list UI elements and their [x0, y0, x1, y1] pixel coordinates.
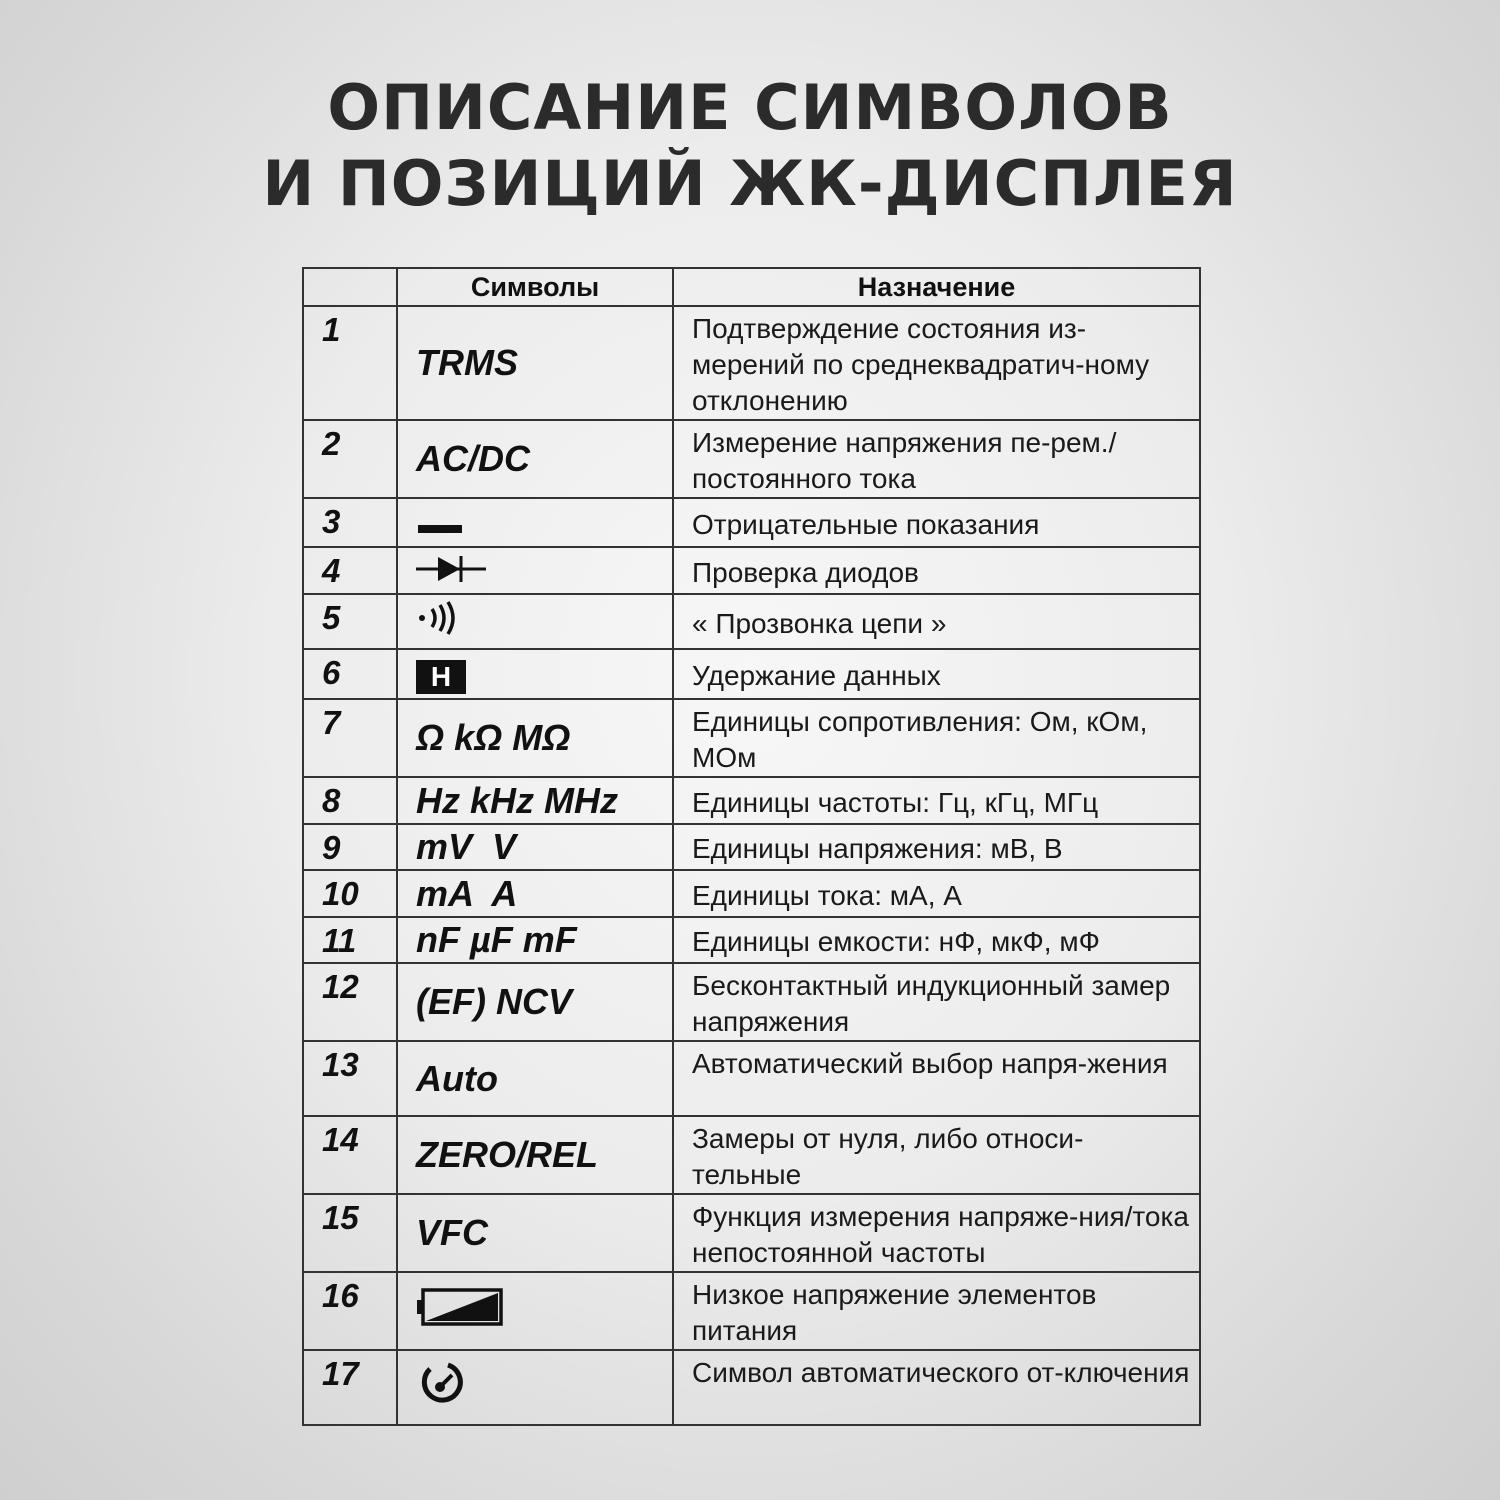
row-description: Измерение напряжения пе-рем./постоянного тока: [673, 420, 1200, 498]
header-symbols: Символы: [397, 268, 673, 306]
row-number: 8: [303, 777, 397, 824]
row-number: 9: [303, 824, 397, 870]
row-description: Единицы тока: мА, А: [673, 870, 1200, 917]
table-row: [303, 963, 1200, 1041]
row-number: 6: [303, 649, 397, 699]
table-row: [303, 1116, 1200, 1194]
table-row: [303, 420, 1200, 498]
row-description: « Прозвонка цепи »: [673, 594, 1200, 649]
table-row: [303, 777, 1200, 824]
row-description: Единицы сопротивления: Ом, кОм, МОм: [673, 699, 1200, 777]
row-number: 1: [303, 306, 397, 420]
row-symbol: (EF) NCV: [397, 963, 673, 1041]
row-description: Единицы емкости: нФ, мкФ, мФ: [673, 917, 1200, 963]
row-description: Функция измерения напряже-ния/тока непостоянной частоты: [673, 1194, 1200, 1272]
row-symbol: nF µF mF: [397, 917, 673, 963]
row-symbol: Hz kHz MHz: [397, 777, 673, 824]
table-row: [303, 870, 1200, 917]
auto-power-off-icon: [416, 1359, 470, 1416]
row-symbol: TRMS: [397, 306, 673, 420]
diode-icon: [416, 551, 488, 593]
header-number: [303, 268, 397, 306]
row-number: 2: [303, 420, 397, 498]
table-row: [303, 547, 1200, 594]
minus-bar-icon: [416, 503, 466, 545]
row-description: Единицы напряжения: мВ, В: [673, 824, 1200, 870]
row-description: Единицы частоты: Гц, кГц, МГц: [673, 777, 1200, 824]
low-battery-icon: [416, 1286, 506, 1337]
row-number: 11: [303, 917, 397, 963]
table-row: [303, 1272, 1200, 1350]
row-symbol: ZERO/REL: [397, 1116, 673, 1194]
row-number: 5: [303, 594, 397, 649]
table-row: [303, 699, 1200, 777]
row-number: 15: [303, 1194, 397, 1272]
row-description: Отрицательные показания: [673, 498, 1200, 547]
row-number: 17: [303, 1350, 397, 1425]
row-number: 16: [303, 1272, 397, 1350]
row-number: 7: [303, 699, 397, 777]
table-row: [303, 498, 1200, 547]
row-symbol: VFC: [397, 1194, 673, 1272]
table-row: [303, 1350, 1200, 1425]
continuity-sound-icon: [416, 601, 466, 644]
table-row: [303, 1041, 1200, 1116]
row-symbol: Ω kΩ MΩ: [397, 699, 673, 777]
row-number: 4: [303, 547, 397, 594]
row-description: Автоматический выбор напря-жения: [673, 1041, 1200, 1116]
title-line-1: ОПИСАНИЕ СИМВОЛОВ: [327, 71, 1173, 144]
page-title: [0, 70, 1500, 222]
table-row: [303, 917, 1200, 963]
row-description: Бесконтактный индукционный замер напряжения: [673, 963, 1200, 1041]
row-symbol: mA A: [397, 870, 673, 917]
symbols-table: [302, 267, 1201, 1426]
table-header-row: [303, 268, 1200, 306]
row-number: 3: [303, 498, 397, 547]
row-number: 12: [303, 963, 397, 1041]
title-line-2: И ПОЗИЦИЙ ЖК-ДИСПЛЕЯ: [262, 147, 1238, 220]
row-number: 13: [303, 1041, 397, 1116]
row-description: Символ автоматического от-ключения: [673, 1350, 1200, 1425]
row-number: 14: [303, 1116, 397, 1194]
table-row: [303, 1194, 1200, 1272]
table-row: [303, 306, 1200, 420]
row-description: Подтверждение состояния из-мерений по среднеквадратич-ному отклонению: [673, 306, 1200, 420]
row-number: 10: [303, 870, 397, 917]
row-symbol: mV V: [397, 824, 673, 870]
header-purpose: Назначение: [673, 268, 1200, 306]
row-description: Проверка диодов: [673, 547, 1200, 594]
hold-icon: H: [416, 660, 466, 694]
row-description: Низкое напряжение элементов питания: [673, 1272, 1200, 1350]
row-symbol: AC/DC: [397, 420, 673, 498]
row-description: Замеры от нуля, либо относи-тельные: [673, 1116, 1200, 1194]
table-row: [303, 594, 1200, 649]
table-row: [303, 649, 1200, 699]
row-symbol: Auto: [397, 1041, 673, 1116]
row-description: Удержание данных: [673, 649, 1200, 699]
table-row: [303, 824, 1200, 870]
